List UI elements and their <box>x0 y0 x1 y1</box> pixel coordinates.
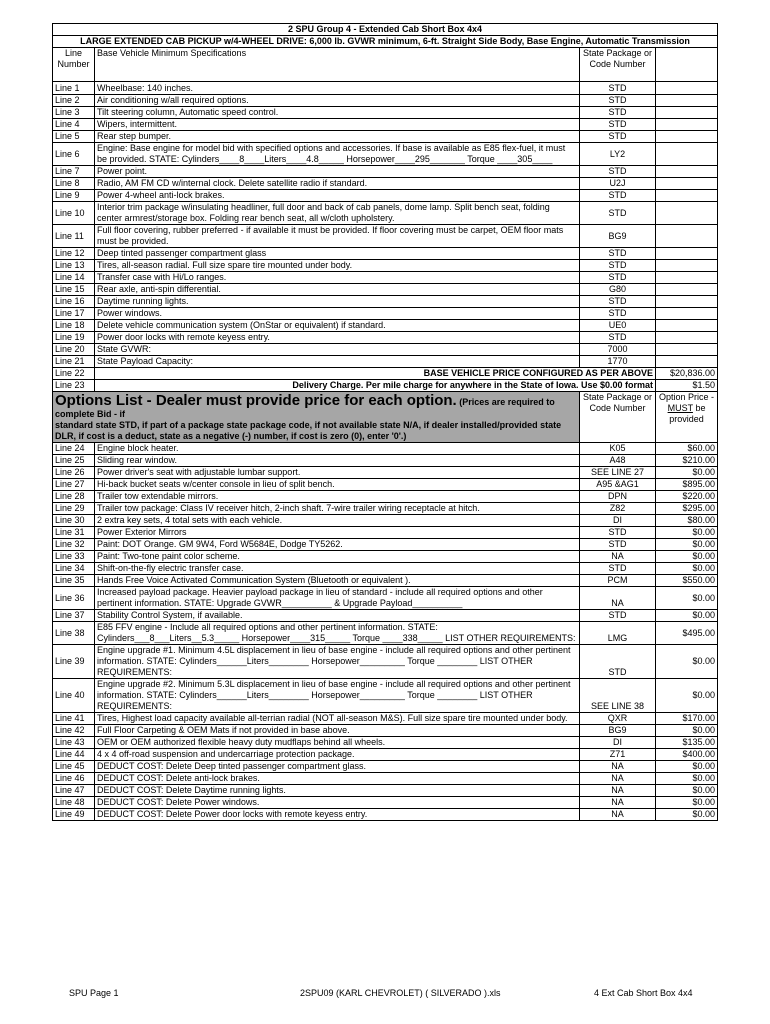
price-cell-empty <box>656 356 718 368</box>
footer-sheet-name: 4 Ext Cab Short Box 4x4 <box>594 988 693 998</box>
spec-description: Air conditioning w/all required options. <box>95 95 580 107</box>
state-code: STD <box>580 107 656 119</box>
option-description: Engine block heater. <box>95 443 580 455</box>
line-number: Line 7 <box>53 166 95 178</box>
line-number: Line 49 <box>53 809 95 821</box>
option-description: Trailer tow extendable mirrors. <box>95 491 580 503</box>
option-price[interactable]: $0.00 <box>656 725 718 737</box>
table-row <box>53 622 718 645</box>
option-code[interactable]: DI <box>580 515 656 527</box>
line-number: Line 25 <box>53 455 95 467</box>
table-row <box>53 344 718 356</box>
option-code[interactable]: LMG <box>580 622 656 645</box>
spec-description: Transfer case with Hi/Lo ranges. <box>95 272 580 284</box>
table-row <box>53 503 718 515</box>
option-code[interactable]: PCM <box>580 575 656 587</box>
spec-description: Power door locks with remote keyess entry. <box>95 332 580 344</box>
options-header-row <box>53 392 718 443</box>
option-price[interactable]: $0.00 <box>656 563 718 575</box>
option-description: Trailer tow package: Class IV receiver hitch, 2-inch shaft. 7-wire trailer wiring receptacle at hitch. <box>95 503 580 515</box>
option-description: Shift-on-the-fly electric transfer case. <box>95 563 580 575</box>
option-description: Paint: Two-tone paint color scheme. <box>95 551 580 563</box>
table-row <box>53 166 718 178</box>
state-code: STD <box>580 82 656 95</box>
line-number: Line 33 <box>53 551 95 563</box>
option-code[interactable]: NA <box>580 797 656 809</box>
price-cell-empty <box>656 225 718 248</box>
table-row <box>53 131 718 143</box>
line-number: Line 6 <box>53 143 95 166</box>
price-cell-empty <box>656 178 718 190</box>
option-code[interactable]: NA <box>580 785 656 797</box>
table-row <box>53 202 718 225</box>
state-code: STD <box>580 166 656 178</box>
option-description: DEDUCT COST: Delete anti-lock brakes. <box>95 773 580 785</box>
spec-table <box>52 23 718 821</box>
base-price-label: BASE VEHICLE PRICE CONFIGURED AS PER ABOVE <box>95 368 656 380</box>
line-number: Line 2 <box>53 95 95 107</box>
option-description: OEM or OEM authorized flexible heavy duty mudflaps behind all wheels. <box>95 737 580 749</box>
table-row <box>53 467 718 479</box>
table-row <box>53 225 718 248</box>
option-description: DEDUCT COST: Delete Power door locks with remote keyess entry. <box>95 809 580 821</box>
spec-description: Daytime running lights. <box>95 296 580 308</box>
delivery-price[interactable]: $1.50 <box>656 380 718 392</box>
price-cell-empty <box>656 344 718 356</box>
table-row <box>53 308 718 320</box>
option-price[interactable]: $0.00 <box>656 809 718 821</box>
option-description: E85 FFV engine - Include all required options and other pertinent information. STATE: Cylinders___8___Liters__5.3_____ Horsepower____315_____ Torque ____338_____ LIST OTHER REQUIREMENTS: <box>95 622 580 645</box>
table-row <box>53 260 718 272</box>
line-number: Line 22 <box>53 368 95 380</box>
line-number: Line 30 <box>53 515 95 527</box>
table-row <box>53 119 718 131</box>
table-row <box>53 443 718 455</box>
line-number: Line 28 <box>53 491 95 503</box>
table-row <box>53 296 718 308</box>
price-cell-empty <box>656 320 718 332</box>
option-price[interactable]: $135.00 <box>656 737 718 749</box>
option-code[interactable]: STD <box>580 527 656 539</box>
page-title: 2 SPU Group 4 - Extended Cab Short Box 4x4 <box>53 24 718 36</box>
state-code: STD <box>580 95 656 107</box>
line-number: Line 15 <box>53 284 95 296</box>
option-price[interactable]: $210.00 <box>656 455 718 467</box>
price-cell-empty <box>656 202 718 225</box>
option-price[interactable]: $60.00 <box>656 443 718 455</box>
table-row <box>53 563 718 575</box>
option-description: Engine upgrade #1. Minimum 4.5L displacement in lieu of base engine - include all required options and other pertinent information. STATE: Cylinders______Liters________ Horsepower_________ Torque ________ LIST OTHER REQUIREMENTS: <box>95 645 580 679</box>
state-code: STD <box>580 308 656 320</box>
option-price-must: MUST <box>667 403 693 413</box>
line-number: Line 12 <box>53 248 95 260</box>
state-code: STD <box>580 332 656 344</box>
table-row <box>53 785 718 797</box>
table-row <box>53 143 718 166</box>
table-row <box>53 332 718 344</box>
footer-page: SPU Page 1 <box>69 988 119 998</box>
table-row <box>53 575 718 587</box>
price-cell-empty <box>656 166 718 178</box>
price-cell-empty <box>656 308 718 320</box>
state-code: 1770 <box>580 356 656 368</box>
spec-description: Tires, all-season radial. Full size spare tire mounted under body. <box>95 260 580 272</box>
delivery-row <box>53 380 718 392</box>
option-price[interactable]: $550.00 <box>656 575 718 587</box>
line-number: Line 26 <box>53 467 95 479</box>
option-price[interactable]: $895.00 <box>656 479 718 491</box>
option-price[interactable]: $80.00 <box>656 515 718 527</box>
options-state-package-header: State Package or Code Number <box>580 392 656 443</box>
table-row <box>53 515 718 527</box>
line-number: Line 40 <box>53 679 95 713</box>
table-row <box>53 95 718 107</box>
option-description: 4 x 4 off-road suspension and undercarriage protection package. <box>95 749 580 761</box>
table-row <box>53 107 718 119</box>
line-number: Line 16 <box>53 296 95 308</box>
line-number: Line 14 <box>53 272 95 284</box>
option-code[interactable]: STD <box>580 610 656 622</box>
base-price-value[interactable]: $20,836.00 <box>656 368 718 380</box>
option-description: Full Floor Carpeting & OEM Mats if not provided in base above. <box>95 725 580 737</box>
state-code: STD <box>580 190 656 202</box>
line-number: Line 43 <box>53 737 95 749</box>
option-description: DEDUCT COST: Delete Power windows. <box>95 797 580 809</box>
option-price-header <box>656 392 718 443</box>
line-number: Line 32 <box>53 539 95 551</box>
price-cell-empty <box>656 82 718 95</box>
spec-description: Power windows. <box>95 308 580 320</box>
spec-description: Interior trim package w/insulating headliner, full door and back of cab panels, dome lamp. Split bench seat, folding center armrest/storage box. Folding rear bench seat, all w/cloth upholstery. <box>95 202 580 225</box>
spec-description: Deep tinted passenger compartment glass <box>95 248 580 260</box>
line-number: Line 47 <box>53 785 95 797</box>
option-description: DEDUCT COST: Delete Daytime running lights. <box>95 785 580 797</box>
options-note-inline: (Prices are required to complete Bid - if <box>55 397 555 419</box>
option-code[interactable]: QXR <box>580 713 656 725</box>
line-number: Line 5 <box>53 131 95 143</box>
table-row <box>53 82 718 95</box>
option-code[interactable]: STD <box>580 539 656 551</box>
table-row <box>53 679 718 713</box>
line-number-header: Line Number <box>53 48 95 82</box>
table-row <box>53 356 718 368</box>
price-cell-empty <box>656 190 718 202</box>
line-number: Line 37 <box>53 610 95 622</box>
state-code: BG9 <box>580 225 656 248</box>
line-number: Line 17 <box>53 308 95 320</box>
table-row <box>53 491 718 503</box>
line-number: Line 45 <box>53 761 95 773</box>
line-number: Line 41 <box>53 713 95 725</box>
price-cell-empty <box>656 260 718 272</box>
spec-description: Tilt steering column, Automatic speed control. <box>95 107 580 119</box>
option-price[interactable]: $0.00 <box>656 587 718 610</box>
option-price[interactable]: $220.00 <box>656 491 718 503</box>
option-code[interactable]: A95 &AG1 <box>580 479 656 491</box>
option-price[interactable]: $0.00 <box>656 645 718 679</box>
state-package-header: State Package or Code Number <box>580 48 656 82</box>
table-row <box>53 773 718 785</box>
state-code: LY2 <box>580 143 656 166</box>
line-number: Line 44 <box>53 749 95 761</box>
option-code[interactable]: SEE LINE 38 <box>580 679 656 713</box>
option-code[interactable]: NA <box>580 587 656 610</box>
line-number: Line 31 <box>53 527 95 539</box>
state-code: STD <box>580 248 656 260</box>
option-code[interactable]: DI <box>580 737 656 749</box>
line-number: Line 8 <box>53 178 95 190</box>
spec-description: Wheelbase: 140 inches. <box>95 82 580 95</box>
line-number: Line 34 <box>53 563 95 575</box>
table-row <box>53 551 718 563</box>
price-cell-empty <box>656 284 718 296</box>
line-number: Line 10 <box>53 202 95 225</box>
line-number: Line 35 <box>53 575 95 587</box>
option-code[interactable]: NA <box>580 551 656 563</box>
price-cell-empty <box>656 332 718 344</box>
state-code: G80 <box>580 284 656 296</box>
option-price-be: be provided <box>669 403 706 424</box>
option-code[interactable]: STD <box>580 645 656 679</box>
option-description: Power driver's seat with adjustable lumbar support. <box>95 467 580 479</box>
option-code[interactable]: STD <box>580 563 656 575</box>
option-code[interactable]: NA <box>580 809 656 821</box>
price-cell-empty <box>656 296 718 308</box>
line-number: Line 18 <box>53 320 95 332</box>
table-row <box>53 479 718 491</box>
table-row <box>53 248 718 260</box>
option-description: Increased payload package. Heavier payload package in lieu of standard - include all required options and other pertinent information. STATE: Upgrade GVWR__________ & Upgrade Payload__________ <box>95 587 580 610</box>
line-number: Line 11 <box>53 225 95 248</box>
options-list-heading <box>53 392 580 443</box>
state-code: UE0 <box>580 320 656 332</box>
option-price[interactable]: $400.00 <box>656 749 718 761</box>
line-number: Line 3 <box>53 107 95 119</box>
option-price[interactable]: $0.00 <box>656 773 718 785</box>
spec-description: Wipers, intermittent. <box>95 119 580 131</box>
option-price[interactable]: $0.00 <box>656 785 718 797</box>
table-row <box>53 809 718 821</box>
line-number: Line 29 <box>53 503 95 515</box>
table-row <box>53 725 718 737</box>
option-code[interactable]: DPN <box>580 491 656 503</box>
price-cell-empty <box>656 272 718 284</box>
table-row <box>53 645 718 679</box>
footer-filename: 2SPU09 (KARL CHEVROLET) ( SILVERADO ).xls <box>300 988 501 998</box>
table-row <box>53 587 718 610</box>
table-row <box>53 610 718 622</box>
option-code[interactable]: SEE LINE 27 <box>580 467 656 479</box>
option-price[interactable]: $0.00 <box>656 679 718 713</box>
table-row <box>53 761 718 773</box>
table-row <box>53 190 718 202</box>
base-price-row <box>53 368 718 380</box>
line-number: Line 36 <box>53 587 95 610</box>
option-price[interactable]: $0.00 <box>656 527 718 539</box>
spec-description: State GVWR: <box>95 344 580 356</box>
line-number: Line 4 <box>53 119 95 131</box>
state-code: STD <box>580 296 656 308</box>
option-price[interactable]: $0.00 <box>656 610 718 622</box>
spec-description: Power 4-wheel anti-lock brakes. <box>95 190 580 202</box>
option-description: Sliding rear window. <box>95 455 580 467</box>
spec-description: Radio, AM FM CD w/internal clock. Delete satellite radio if standard. <box>95 178 580 190</box>
table-row <box>53 749 718 761</box>
option-description: Hands Free Voice Activated Communication System (Bluetooth or equivalent ). <box>95 575 580 587</box>
option-price[interactable]: $495.00 <box>656 622 718 645</box>
spec-description: Rear step bumper. <box>95 131 580 143</box>
base-specs-header: Base Vehicle Minimum Specifications <box>95 48 580 82</box>
option-description: Tires, Highest load capacity available all-terrian radial (NOT all-season M&S). Full size spare tire mounted under body. <box>95 713 580 725</box>
line-number: Line 1 <box>53 82 95 95</box>
line-number: Line 39 <box>53 645 95 679</box>
spec-description: Full floor covering, rubber preferred - if available it must be provided. If floor covering must be carpet, OEM floor mats must be provided. <box>95 225 580 248</box>
option-description: 2 extra key sets, 4 total sets with each vehicle. <box>95 515 580 527</box>
option-price[interactable]: $0.00 <box>656 551 718 563</box>
table-row <box>53 713 718 725</box>
page-subtitle: LARGE EXTENDED CAB PICKUP w/4-WHEEL DRIVE: 6,000 lb. GVWR minimum, 6-ft. Straight Side Body, Base Engine, Automatic Transmission <box>53 36 718 48</box>
price-cell-empty <box>656 95 718 107</box>
option-code[interactable]: NA <box>580 773 656 785</box>
option-price[interactable]: $295.00 <box>656 503 718 515</box>
table-row <box>53 272 718 284</box>
line-number: Line 42 <box>53 725 95 737</box>
state-code: STD <box>580 272 656 284</box>
line-number: Line 48 <box>53 797 95 809</box>
option-price[interactable]: $170.00 <box>656 713 718 725</box>
option-code[interactable]: NA <box>580 761 656 773</box>
table-row <box>53 320 718 332</box>
table-row <box>53 539 718 551</box>
spec-description: Rear axle, anti-spin differential. <box>95 284 580 296</box>
table-row <box>53 737 718 749</box>
table-row <box>53 455 718 467</box>
state-code: U2J <box>580 178 656 190</box>
option-description: Engine upgrade #2. Minimum 5.3L displacement in lieu of base engine - include all required options and other pertinent information. STATE: Cylinders______Liters________ Horsepower_________ Torque ________ LIST OTHER REQUIREMENTS: <box>95 679 580 713</box>
option-code[interactable]: BG9 <box>580 725 656 737</box>
line-number: Line 24 <box>53 443 95 455</box>
spec-description: Power point. <box>95 166 580 178</box>
options-title: Options List - Dealer must provide price for each option. <box>55 392 457 409</box>
table-row <box>53 284 718 296</box>
option-description: Paint: DOT Orange. GM 9W4, Ford W5684E, Dodge TY5262. <box>95 539 580 551</box>
option-price-label: Option Price - <box>659 392 715 402</box>
options-note: standard state STD, if part of a package state package code, if not available state N/A, if dealer installed/provided state DLR, if cost is a deduct, state as a negative (-) number, if cost is zero (0), enter '0'.) <box>55 420 562 441</box>
option-price[interactable]: $0.00 <box>656 761 718 773</box>
price-cell-empty <box>656 107 718 119</box>
option-price[interactable]: $0.00 <box>656 467 718 479</box>
option-description: Power Exterior Mirrors <box>95 527 580 539</box>
option-code[interactable]: A48 <box>580 455 656 467</box>
line-number: Line 27 <box>53 479 95 491</box>
price-cell-empty <box>656 143 718 166</box>
price-cell-empty <box>656 248 718 260</box>
delivery-label: Delivery Charge. Per mile charge for anywhere in the State of Iowa. Use $0.00 format <box>95 380 656 392</box>
state-code: STD <box>580 131 656 143</box>
state-code: STD <box>580 119 656 131</box>
spec-description: State Payload Capacity: <box>95 356 580 368</box>
option-price[interactable]: $0.00 <box>656 797 718 809</box>
line-number: Line 9 <box>53 190 95 202</box>
line-number: Line 38 <box>53 622 95 645</box>
option-price[interactable]: $0.00 <box>656 539 718 551</box>
price-header-blank <box>656 48 718 82</box>
line-number: Line 19 <box>53 332 95 344</box>
line-number: Line 13 <box>53 260 95 272</box>
table-row <box>53 527 718 539</box>
option-code[interactable]: K05 <box>580 443 656 455</box>
spec-description: Delete vehicle communication system (OnStar or equivalent) if standard. <box>95 320 580 332</box>
table-row <box>53 797 718 809</box>
line-number: Line 20 <box>53 344 95 356</box>
spec-sheet <box>52 23 717 821</box>
table-row <box>53 178 718 190</box>
price-cell-empty <box>656 119 718 131</box>
option-description: Stability Control System, if available. <box>95 610 580 622</box>
line-number: Line 46 <box>53 773 95 785</box>
state-code: 7000 <box>580 344 656 356</box>
line-number: Line 23 <box>53 380 95 392</box>
state-code: STD <box>580 202 656 225</box>
state-code: STD <box>580 260 656 272</box>
option-description: DEDUCT COST: Delete Deep tinted passenger compartment glass. <box>95 761 580 773</box>
option-code[interactable]: Z71 <box>580 749 656 761</box>
price-cell-empty <box>656 131 718 143</box>
option-description: Hi-back bucket seats w/center console in lieu of split bench. <box>95 479 580 491</box>
spec-description: Engine: Base engine for model bid with specified options and accessories. If base is available as E85 flex-fuel, it must be provided. STATE: Cylinders____8____Liters____4.8_____ Horsepower____295_______ Torque ____305____ <box>95 143 580 166</box>
option-code[interactable]: Z82 <box>580 503 656 515</box>
line-number: Line 21 <box>53 356 95 368</box>
